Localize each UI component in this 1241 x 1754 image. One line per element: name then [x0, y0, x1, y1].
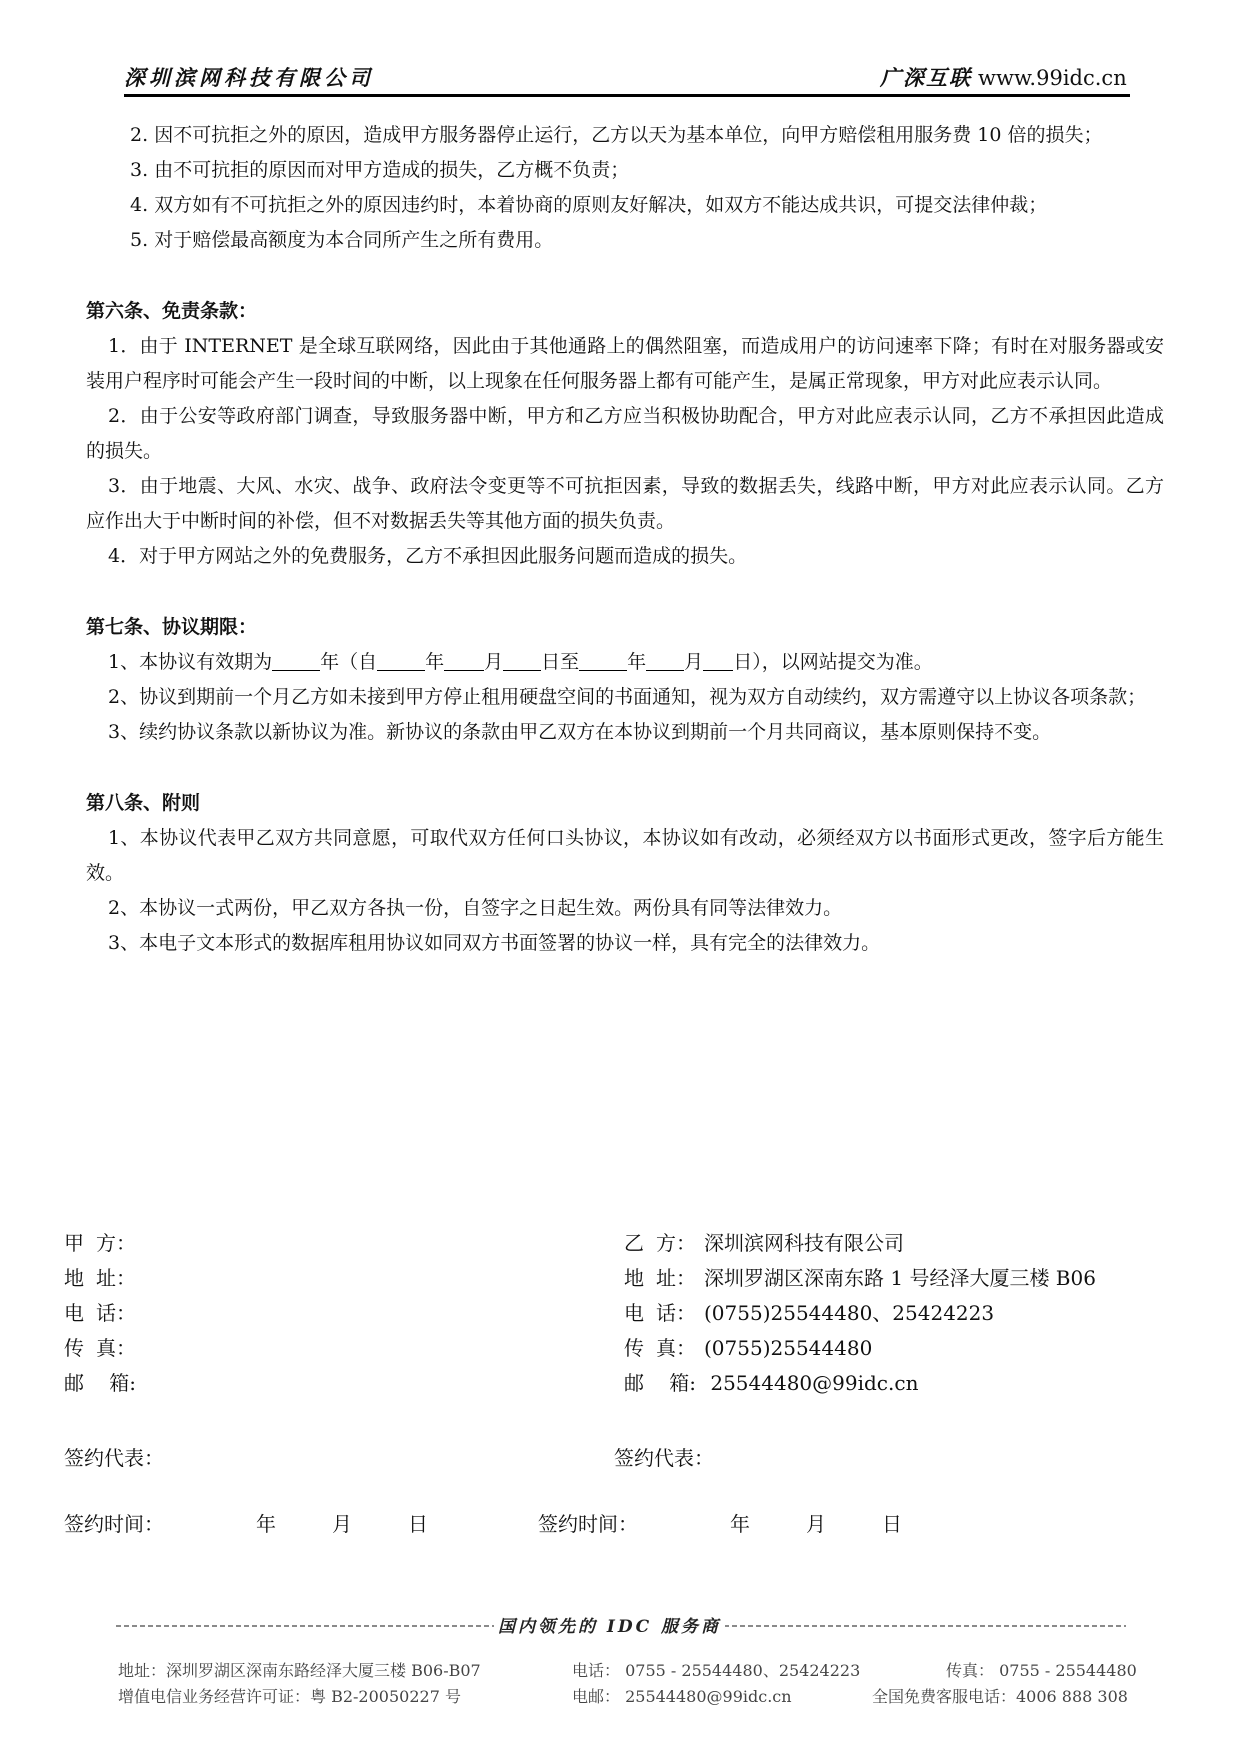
label-char: 址：	[656, 1266, 696, 1290]
party-b-phone-value: (0755)25544480、25424223	[704, 1301, 995, 1325]
date-label: 签约时间：	[64, 1512, 164, 1536]
section7-term-line	[86, 645, 1164, 680]
year-label: 年	[256, 1512, 276, 1536]
contract-body	[86, 118, 1164, 961]
item-number: 4.	[130, 194, 149, 216]
term-text: 年	[425, 651, 445, 673]
party-a-row	[64, 1366, 144, 1401]
date-label: 签约时间：	[538, 1512, 638, 1536]
section8-item: 2、本协议一式两份，甲乙双方各执一份，自签字之日起生效。两份具有同等法律效力。	[108, 897, 843, 919]
label-char: 箱:	[669, 1371, 696, 1395]
year-label: 年	[730, 1512, 750, 1536]
section6-item: 2．由于公安等政府部门调查，导致服务器中断，甲方和乙方应当积极协助配合，甲方对此应表示认同，乙方不承担因此造成的损失。	[86, 405, 1164, 462]
section8-title: 第八条、附则	[86, 792, 201, 814]
party-b-row	[624, 1366, 1096, 1401]
header-company-name: 深圳滨网科技有限公司	[124, 65, 374, 90]
footer-address: 地址：深圳罗湖区深南东路经泽大厦三楼 B06-B07	[118, 1661, 481, 1680]
footer-license: 增值电信业务经营许可证：粤 B2-20050227 号	[118, 1687, 461, 1706]
term-text: 年（自	[320, 651, 378, 673]
party-b-row	[624, 1331, 1096, 1366]
section7-item: 2、协议到期前一个月乙方如未接到甲方停止租用硬盘空间的书面通知，视为双方自动续约，双方需遵守以上协议各项条款；	[108, 686, 1147, 708]
party-b-date-row	[538, 1508, 902, 1537]
header-brand-block	[880, 62, 1127, 92]
party-b-row	[624, 1226, 1096, 1261]
label-char: 传	[624, 1336, 644, 1360]
label-char: 话：	[656, 1301, 696, 1325]
end-year-blank[interactable]	[579, 650, 627, 671]
item-text: 由不可抗拒的原因而对甲方造成的损失，乙方概不负责；	[154, 159, 630, 181]
header-website-link[interactable]: www.99idc.cn	[978, 66, 1127, 90]
day-label: 日	[882, 1512, 902, 1536]
party-a-row	[64, 1296, 144, 1331]
party-b-block	[624, 1226, 1096, 1401]
party-b-name-value: 深圳滨网科技有限公司	[704, 1231, 904, 1255]
label-char: 甲	[64, 1231, 84, 1255]
header-rule	[124, 94, 1130, 97]
section7-title: 第七条、协议期限：	[86, 616, 258, 638]
party-a-date-row	[64, 1508, 428, 1537]
item-text: 对于赔偿最高额度为本合同所产生之所有费用。	[154, 229, 554, 251]
party-b-address-value: 深圳罗湖区深南东路 1 号经泽大厦三楼 B06	[704, 1266, 1096, 1290]
section7-item: 3、续约协议条款以新协议为准。新协议的条款由甲乙双方在本协议到期前一个月共同商议，基本原则保持不变。	[108, 721, 1052, 743]
section6-title: 第六条、免责条款：	[86, 300, 258, 322]
item-number: 2.	[130, 124, 149, 146]
party-b-row	[624, 1261, 1096, 1296]
day-label: 日	[408, 1512, 428, 1536]
party-a-rep-label: 签约代表：	[64, 1446, 164, 1470]
footer-phone: 电话： 0755 - 25544480、25424223	[572, 1661, 861, 1680]
section5-item	[86, 153, 1164, 188]
party-b-email-value[interactable]: 25544480@99idc.cn	[704, 1371, 919, 1395]
term-text: 1、本协议有效期为	[108, 651, 273, 673]
start-day-blank[interactable]	[503, 650, 541, 671]
item-text: 因不可抗拒之外的原因，造成甲方服务器停止运行，乙方以天为基本单位，向甲方赔偿租用服务费 10 倍的损失；	[154, 124, 1103, 146]
month-label: 月	[806, 1512, 826, 1536]
party-a-block	[64, 1226, 144, 1401]
start-month-blank[interactable]	[444, 650, 484, 671]
section5-item	[86, 223, 1164, 258]
section5-item	[86, 188, 1164, 223]
party-a-row	[64, 1261, 144, 1296]
party-b-row	[624, 1296, 1096, 1331]
label-char: 真：	[96, 1336, 136, 1360]
item-text: 双方如有不可抗拒之外的原因违约时，本着协商的原则友好解决，如双方不能达成共识，可提交法律仲裁；	[154, 194, 1048, 216]
end-month-blank[interactable]	[646, 650, 684, 671]
section6-item: 1．由于 INTERNET 是全球互联网络，因此由于其他通路上的偶然阻塞，而造成用户的访问速率下降；有时在对服务器或安装用户程序时可能会产生一段时间的中断，以上现象在任何服务器上都有可能产生，是属正常现象，甲方对此应表示认同。	[86, 335, 1164, 392]
section8-item: 1、本协议代表甲乙双方共同意愿，可取代双方任何口头协议，本协议如有改动，必须经双方以书面形式更改，签字后方能生效。	[86, 827, 1164, 884]
footer-slogan: 国内领先的 IDC 服务商	[494, 1612, 725, 1637]
start-year-blank[interactable]	[377, 650, 425, 671]
party-a-row	[64, 1331, 144, 1366]
party-a-row	[64, 1226, 144, 1261]
section6-item: 4．对于甲方网站之外的免费服务，乙方不承担因此服务问题而造成的损失。	[108, 545, 748, 567]
label-char: 邮	[64, 1371, 84, 1395]
section8-item: 3、本电子文本形式的数据库租用协议如同双方书面签署的协议一样，具有完全的法律效力。	[108, 932, 881, 954]
footer-fax: 传真： 0755 - 25544480	[946, 1661, 1137, 1680]
item-number: 5.	[130, 229, 149, 251]
label-char: 地	[64, 1266, 84, 1290]
label-char: 方：	[656, 1231, 696, 1255]
header-brand: 广深互联	[880, 65, 972, 90]
label-char: 话：	[96, 1301, 136, 1325]
item-number: 3.	[130, 159, 149, 181]
end-day-blank[interactable]	[703, 650, 733, 671]
section5-item	[86, 118, 1164, 153]
term-text: 年	[627, 651, 647, 673]
label-char: 传	[64, 1336, 84, 1360]
label-char: 电	[64, 1301, 84, 1325]
month-label: 月	[332, 1512, 352, 1536]
term-text: 月	[484, 651, 504, 673]
label-char: 电	[624, 1301, 644, 1325]
section6-item: 3．由于地震、大风、水灾、战争、政府法令变更等不可抗拒因素，导致的数据丢失，线路中断，甲方对此应表示认同。乙方应作出大于中断时间的补偿，但不对数据丢失等其他方面的损失负责。	[86, 475, 1164, 532]
label-char: 邮	[624, 1371, 644, 1395]
label-char: 箱:	[109, 1371, 136, 1395]
party-b-rep-label: 签约代表：	[614, 1446, 714, 1470]
label-char: 方：	[96, 1231, 136, 1255]
term-text: 月	[684, 651, 704, 673]
label-char: 地	[624, 1266, 644, 1290]
label-char: 址：	[96, 1266, 136, 1290]
label-char: 真：	[656, 1336, 696, 1360]
footer-hotline: 全国免费客服电话：4006 888 308	[872, 1687, 1128, 1706]
term-text: 日至	[541, 651, 580, 673]
party-b-fax-value: (0755)25544480	[704, 1336, 873, 1360]
footer-email[interactable]: 电邮： 25544480@99idc.cn	[572, 1687, 792, 1706]
term-blank-years[interactable]	[272, 650, 320, 671]
term-text: 日），以网站提交为准。	[733, 651, 933, 673]
label-char: 乙	[624, 1231, 644, 1255]
